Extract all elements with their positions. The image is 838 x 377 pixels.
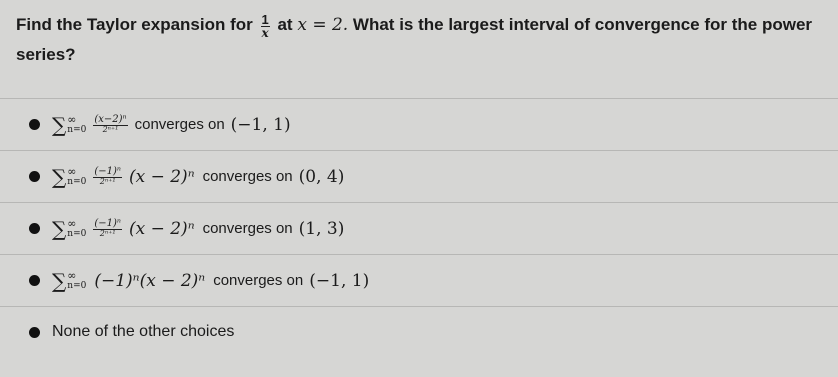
- fraction-denominator: 2ⁿ⁺¹: [102, 125, 119, 134]
- converges-label: converges on: [213, 272, 304, 289]
- sum-lower-limit: n=0: [67, 176, 87, 187]
- option-fraction: [93, 167, 122, 186]
- fraction-denominator: 2ⁿ⁺¹: [99, 229, 116, 238]
- power-term: (x − 2)ⁿ: [128, 166, 195, 187]
- answer-option-4[interactable]: [0, 254, 838, 306]
- answer-option-2[interactable]: [0, 150, 838, 202]
- radio-button-icon[interactable]: [29, 327, 40, 338]
- option-fraction: [93, 115, 127, 134]
- question-part1: Find the Taylor expansion for: [16, 15, 253, 34]
- power-term: (x − 2)ⁿ: [128, 218, 195, 239]
- fraction-numerator: (−1)ⁿ: [94, 218, 121, 229]
- option-text: None of the other choices: [52, 323, 235, 340]
- radio-button-icon[interactable]: [29, 223, 40, 234]
- summation: [52, 216, 87, 241]
- sigma-icon: ∑: [52, 112, 67, 137]
- question-part2: What is the largest interval of convergence for the power series?: [16, 15, 813, 64]
- question-point: x = 2.: [297, 15, 349, 35]
- fraction-numerator: (−1)ⁿ: [94, 166, 121, 177]
- fraction-denominator: x: [261, 25, 269, 40]
- sum-upper-limit: ∞: [67, 216, 77, 230]
- sum-upper-limit: ∞: [67, 268, 77, 282]
- sigma-icon: ∑: [52, 268, 67, 293]
- summation: [52, 112, 87, 137]
- radio-button-icon[interactable]: [29, 171, 40, 182]
- sum-upper-limit: ∞: [67, 112, 77, 126]
- converges-label: converges on: [134, 116, 225, 133]
- option-fraction: [93, 219, 122, 238]
- question-fraction: [261, 13, 270, 39]
- sigma-icon: ∑: [52, 164, 67, 189]
- summation: [52, 268, 87, 293]
- fraction-numerator: 1: [261, 11, 269, 27]
- converges-label: converges on: [202, 168, 293, 185]
- sigma-icon: ∑: [52, 216, 67, 241]
- answer-option-1[interactable]: [0, 98, 838, 150]
- answer-options: [0, 98, 838, 357]
- sum-lower-limit: n=0: [67, 124, 87, 135]
- radio-button-icon[interactable]: [29, 119, 40, 130]
- summation: [52, 164, 87, 189]
- question-at: at: [277, 15, 293, 34]
- radio-button-icon[interactable]: [29, 275, 40, 286]
- fraction-numerator: (x−2)ⁿ: [94, 114, 127, 125]
- interval: (1, 3): [298, 218, 345, 239]
- answer-option-5[interactable]: [0, 306, 838, 357]
- interval: (0, 4): [298, 166, 345, 187]
- interval: (−1, 1): [230, 114, 291, 135]
- sum-upper-limit: ∞: [67, 164, 77, 178]
- question-text: [16, 10, 826, 70]
- sum-lower-limit: n=0: [67, 228, 87, 239]
- sum-lower-limit: n=0: [67, 280, 87, 291]
- converges-label: converges on: [202, 220, 293, 237]
- answer-option-3[interactable]: [0, 202, 838, 254]
- interval: (−1, 1): [309, 270, 370, 291]
- fraction-denominator: 2ⁿ⁺¹: [99, 177, 116, 186]
- power-term: (−1)ⁿ(x − 2)ⁿ: [94, 270, 206, 291]
